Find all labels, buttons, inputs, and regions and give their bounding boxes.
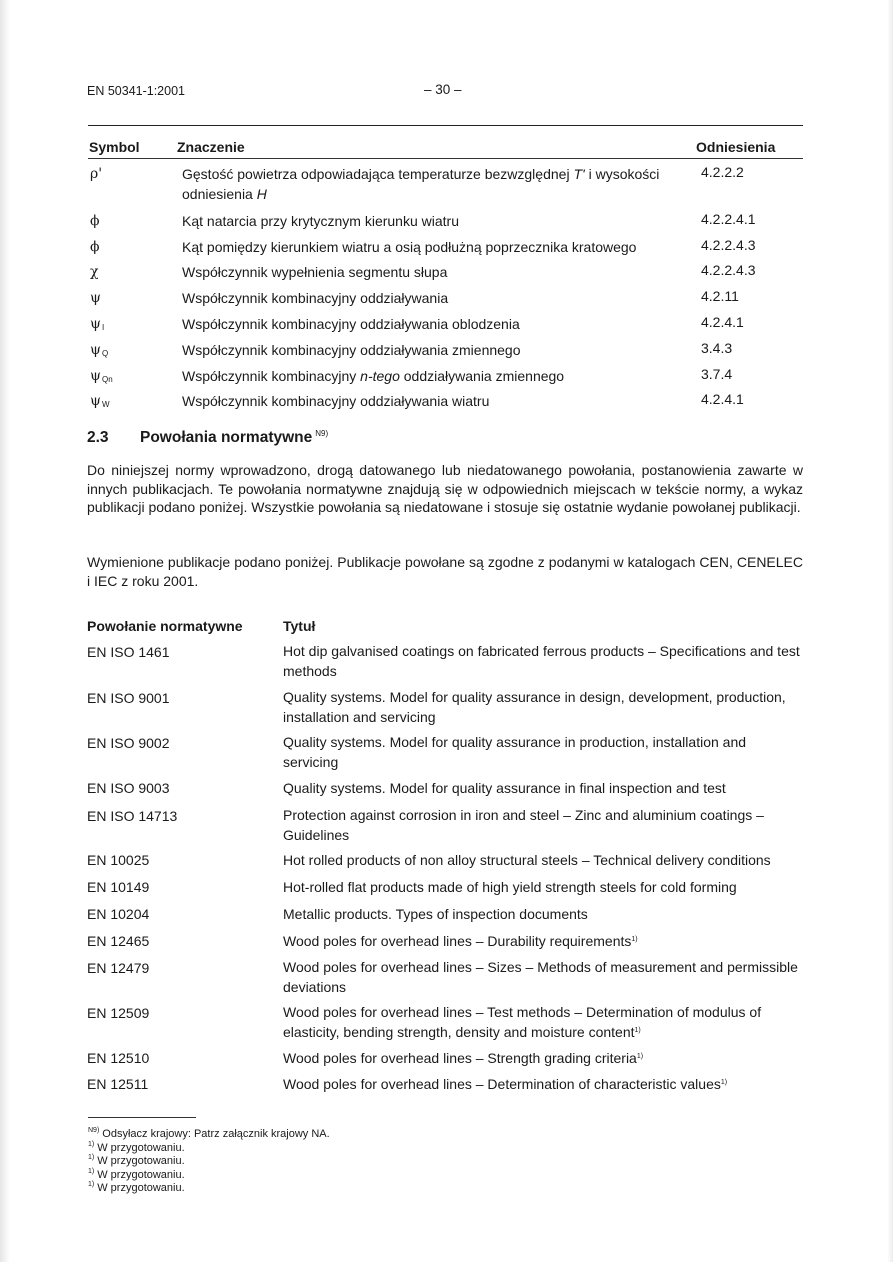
reference-title-text: Quality systems. Model for quality assurance in final inspection and test [283,780,726,796]
reference-code: EN ISO 14713 [87,808,178,824]
symbol-glyph: ψ [90,290,101,306]
footnote-mark: 1) [88,1167,95,1175]
meaning-cell [182,262,692,282]
footnote-mark: 1) [88,1154,95,1161]
reference-title-text: Hot rolled products of non alloy structural steels – Technical delivery conditions [283,852,771,868]
reference-title [283,778,803,798]
meaning-pre: Współczynnik kombinacyjny oddziaływania zmiennego [182,342,521,358]
reference-title [283,958,803,996]
scan-edge-right [887,0,893,1262]
symbol-cell [90,368,113,384]
meaning-mid: oddziaływania zmiennego [399,368,565,384]
reference-title-text: Wood poles for overhead lines – Test methods – Determination of modulus of elasticity, bending strength, density and moisture content [283,1004,762,1040]
reference-title [283,1074,803,1094]
footnote-text: W przygotowaniu. [97,1182,185,1194]
symbol-glyph: ϕ [90,213,100,229]
meaning-pre: Współczynnik kombinacyjny oddziaływania oblodzenia [182,316,520,332]
footnote [88,1178,185,1195]
meaning-cell [182,211,692,231]
symbol-cell [90,213,101,229]
meaning-pre: Gęstość powietrza odpowiadająca temperaturze bezwzględnej [182,166,574,182]
meaning-cell [182,391,692,411]
paragraph-1: Do niniejszej normy wprowadzono, drogą datowanego lub niedatowanego powołania, postanowienia zawarte w innych publikacjach. Te powołania normatywne znajdują się w odpowiednich miejscach w tekście normy, a wykaz publikacji podano poniżej. Wszystkie powołania są niedatowane i stosuje się ostatnie wydanie powołanej publikacji. [87,462,803,516]
table-top-rule [88,125,803,126]
document-id: EN 50341-1:2001 [87,84,185,98]
reference-code: EN ISO 9002 [87,735,170,751]
symbol-glyph: ψ [90,368,101,384]
reference-cell: 3.7.4 [701,366,733,382]
footnote-text: W przygotowaniu. [97,1168,185,1181]
symbol-glyph: ψ [90,393,101,409]
reference-title [283,904,803,924]
reference-code: EN 12479 [87,960,150,976]
reference-title-text: Hot dip galvanised coatings on fabricated ferrous products – Specifications and test methods [283,643,800,679]
reference-code: EN ISO 1461 [87,644,170,660]
reference-title-text: Protection against corrosion in iron and steel – Zinc and aluminium coatings – Guidelines [283,807,764,843]
reference-code: EN 10204 [87,906,150,922]
symbol-subscript: Qn [101,375,113,384]
reference-cell: 4.2.4.1 [701,391,744,407]
symbol-cell [90,264,99,280]
meaning-italic: T' [573,166,585,182]
symbol-cell [90,290,102,306]
col-header-reference: Powołanie normatywne [87,618,243,634]
symbol-subscript: I [101,323,105,332]
reference-title [283,733,803,771]
meaning-pre: Kąt pomiędzy kierunkiem wiatru a osią podłużną poprzecznika kratowego [182,239,637,255]
page-number: – 30 – [424,82,462,97]
paragraph-2: Wymienione publikacje podano poniżej. Publikacje powołane są zgodne z podanymi w katalogach CEN, CENELEC i IEC z roku 2001. [87,554,803,589]
reference-title-text: Metallic products. Types of inspection documents [283,906,588,922]
symbol-cell [90,342,108,358]
reference-code: EN 10025 [87,852,150,868]
footnote-marker: 1) [634,1026,641,1034]
col-header-symbol: Symbol [89,139,140,155]
meaning-pre: Współczynnik kombinacyjny oddziaływania [182,290,449,306]
reference-code: EN 10149 [87,879,150,895]
reference-title [283,688,803,726]
reference-title [283,1003,803,1041]
reference-cell: 4.2.2.4.3 [701,262,756,278]
meaning-cell [182,237,692,257]
meaning-cell [182,366,692,386]
reference-cell: 3.4.3 [701,340,733,356]
reference-code: EN 12510 [87,1050,150,1066]
reference-code: EN ISO 9003 [87,780,170,796]
meaning-mid: i wysokości odniesienia [182,166,660,202]
meaning-italic2: H [256,186,267,202]
reference-title-text: Wood poles for overhead lines – Sizes – Methods of measurement and permissible deviations [283,959,798,995]
section-title-text: Powołania normatywne [140,429,313,446]
symbol-cell [90,166,103,182]
meaning-pre: Współczynnik wypełnienia segmentu słupa [182,264,448,280]
footnote-mark: N9) [88,1127,100,1134]
table-header-rule [88,158,803,159]
meaning-cell [182,288,692,308]
footnote-mark: 1) [88,1181,95,1188]
meaning-pre: Współczynnik kombinacyjny [182,368,361,384]
reference-title-text: Quality systems. Model for quality assurance in design, development, production, installation and servicing [283,689,786,725]
symbol-subscript: Q [101,349,109,358]
reference-title-text: Quality systems. Model for quality assurance in production, installation and servicing [283,734,747,770]
section-number: 2.3 [87,429,109,446]
reference-cell: 4.2.4.1 [701,314,744,330]
reference-cell: 4.2.2.4.1 [701,211,756,227]
reference-title-text: Wood poles for overhead lines – Strength grading criteria [283,1050,637,1066]
symbol-cell [90,239,101,255]
symbol-glyph: ϕ [90,239,100,255]
symbol-glyph: χ [90,264,99,280]
symbol-cell [90,393,110,409]
section-title [140,429,328,447]
footnote-rule [88,1117,196,1118]
footnote-marker: 1) [631,936,638,943]
reference-cell: 4.2.11 [701,288,739,304]
col-header-meaning: Znaczenie [177,139,245,155]
symbol-glyph: ψ [90,342,101,358]
symbol-glyph: ρ' [90,166,103,182]
reference-title [283,806,803,844]
meaning-cell [182,314,692,334]
meaning-pre: Kąt natarcia przy krytycznym kierunku wiatru [182,213,459,229]
reference-title [283,1048,803,1068]
reference-code: EN 12509 [87,1005,150,1021]
reference-cell: 4.2.2.4.3 [701,237,756,253]
reference-code: EN ISO 9001 [87,690,170,706]
meaning-pre: Współczynnik kombinacyjny oddziaływania wiatru [182,393,490,409]
symbol-cell [90,316,104,332]
reference-title [283,931,803,951]
reference-code: EN 12465 [87,933,150,949]
reference-title [283,850,803,870]
col-header-refs: Odniesienia [696,139,776,155]
scan-edge-left [0,0,10,1262]
reference-code: EN 12511 [87,1076,149,1092]
reference-title-text: Hot-rolled flat products made of high yield strength steels for cold forming [283,879,737,895]
footnote-marker: 1) [636,1053,644,1060]
symbol-subscript: W [101,400,110,409]
symbol-glyph: ψ [90,316,101,332]
meaning-italic: n-tego [360,368,400,384]
meaning-cell [182,164,692,204]
reference-title [283,642,803,680]
footnote-text: W przygotowaniu. [97,1155,185,1167]
reference-title [283,877,803,897]
footnote-mark: 1) [88,1140,95,1148]
footnote-text: Odsyłacz krajowy: Patrz załącznik krajowy NA. [102,1128,330,1140]
footnote-marker: 1) [720,1079,728,1086]
reference-title-text: Wood poles for overhead lines – Determination of characteristic values [283,1076,721,1092]
section-title-note: N9) [315,429,329,438]
footnote-text: W przygotowaniu. [97,1141,185,1154]
meaning-cell [182,340,692,360]
col-header-title: Tytuł [283,618,316,634]
reference-title-text: Wood poles for overhead lines – Durability requirements [283,933,632,949]
reference-cell: 4.2.2.2 [701,164,744,180]
